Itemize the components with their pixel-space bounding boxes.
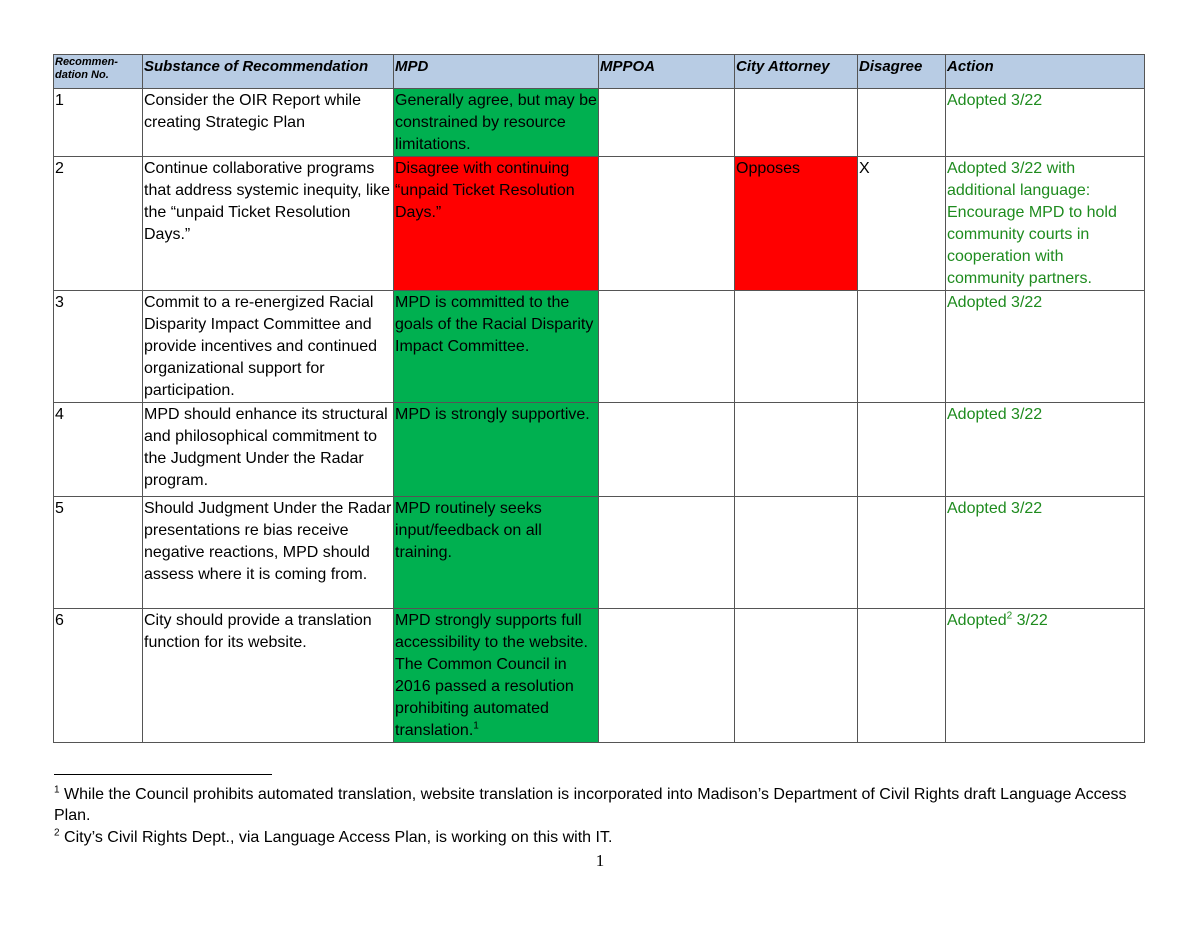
mppoa-cell: [599, 89, 735, 157]
table-row: [54, 497, 1145, 609]
recommendation-no: 3: [54, 291, 143, 403]
action-cell: [946, 609, 1145, 743]
city-attorney-cell: [735, 89, 858, 157]
table-header-row: [54, 55, 1145, 89]
footnote-text: While the Council prohibits automated translation, website translation is incorporated into Madison’s Department of Civil Rights draft Language Access Plan.: [54, 786, 1127, 824]
substance-cell: Should Judgment Under the Radar presentations re bias receive negative reactions, MPD should assess where it is coming from.: [143, 497, 394, 609]
disagree-cell: [858, 497, 946, 609]
footnote-ref: 1: [473, 720, 479, 732]
table-row: [54, 403, 1145, 497]
action-cell: Adopted 3/22: [946, 89, 1145, 157]
substance-cell: Continue collaborative programs that address systemic inequity, like the “unpaid Ticket Resolution Days.”: [143, 157, 394, 291]
substance-cell: City should provide a translation function for its website.: [143, 609, 394, 743]
recommendations-table: [53, 54, 1145, 743]
action-cell: Adopted 3/22: [946, 291, 1145, 403]
city-attorney-cell: [735, 403, 858, 497]
recommendation-no: 5: [54, 497, 143, 609]
header-recommendation-no: Recommen-dation No.: [54, 55, 143, 89]
disagree-cell: [858, 291, 946, 403]
city-attorney-cell: Opposes: [735, 157, 858, 291]
mppoa-cell: [599, 157, 735, 291]
city-attorney-cell: [735, 291, 858, 403]
header-action: Action: [946, 55, 1145, 89]
action-cell: Adopted 3/22: [946, 403, 1145, 497]
disagree-cell: [858, 89, 946, 157]
recommendation-no: 2: [54, 157, 143, 291]
recommendation-no: 4: [54, 403, 143, 497]
action-prefix: Adopted: [947, 612, 1007, 629]
footnote-2: [54, 827, 1144, 848]
footnote-separator: [54, 774, 272, 775]
mpd-cell: [394, 609, 599, 743]
header-disagree: Disagree: [858, 55, 946, 89]
mpd-cell: MPD is committed to the goals of the Racial Disparity Impact Committee.: [394, 291, 599, 403]
table-row: [54, 609, 1145, 743]
mpd-text: MPD strongly supports full accessibility to the website. The Common Council in 2016 passed a resolution prohibiting automated translation.: [395, 612, 588, 739]
disagree-cell: X: [858, 157, 946, 291]
mppoa-cell: [599, 291, 735, 403]
substance-cell: MPD should enhance its structural and philosophical commitment to the Judgment Under the Radar program.: [143, 403, 394, 497]
footnote-mark: 2: [54, 827, 60, 839]
header-mpd: MPD: [394, 55, 599, 89]
city-attorney-cell: [735, 609, 858, 743]
mpd-cell: MPD is strongly supportive.: [394, 403, 599, 497]
disagree-cell: [858, 403, 946, 497]
recommendation-no: 1: [54, 89, 143, 157]
page-number: 1: [595, 851, 605, 870]
mppoa-cell: [599, 609, 735, 743]
header-mppoa: MPPOA: [599, 55, 735, 89]
substance-cell: Consider the OIR Report while creating Strategic Plan: [143, 89, 394, 157]
disagree-cell: [858, 609, 946, 743]
action-cell: Adopted 3/22: [946, 497, 1145, 609]
table-row: [54, 157, 1145, 291]
table-row: [54, 89, 1145, 157]
city-attorney-cell: [735, 497, 858, 609]
header-city-attorney: City Attorney: [735, 55, 858, 89]
footnote-ref: 2: [1006, 610, 1013, 622]
mpd-cell: Disagree with continuing “unpaid Ticket Resolution Days.”: [394, 157, 599, 291]
recommendation-no: 6: [54, 609, 143, 743]
mppoa-cell: [599, 403, 735, 497]
mpd-cell: Generally agree, but may be constrained by resource limitations.: [394, 89, 599, 157]
mppoa-cell: [599, 497, 735, 609]
substance-cell: Commit to a re-energized Racial Disparity Impact Committee and provide incentives and continued organizational support for participation.: [143, 291, 394, 403]
mpd-cell: MPD routinely seeks input/feedback on all training.: [394, 497, 599, 609]
header-substance: Substance of Recommendation: [143, 55, 394, 89]
footnote-mark: 1: [54, 784, 60, 796]
footnote-text: City’s Civil Rights Dept., via Language Access Plan, is working on this with IT.: [64, 829, 613, 846]
action-suffix: 3/22: [1012, 612, 1048, 629]
table-row: [54, 291, 1145, 403]
action-cell: Adopted 3/22 with additional language: Encourage MPD to hold community courts in cooperation with community partners.: [946, 157, 1145, 291]
footnote-1: [54, 784, 1144, 826]
